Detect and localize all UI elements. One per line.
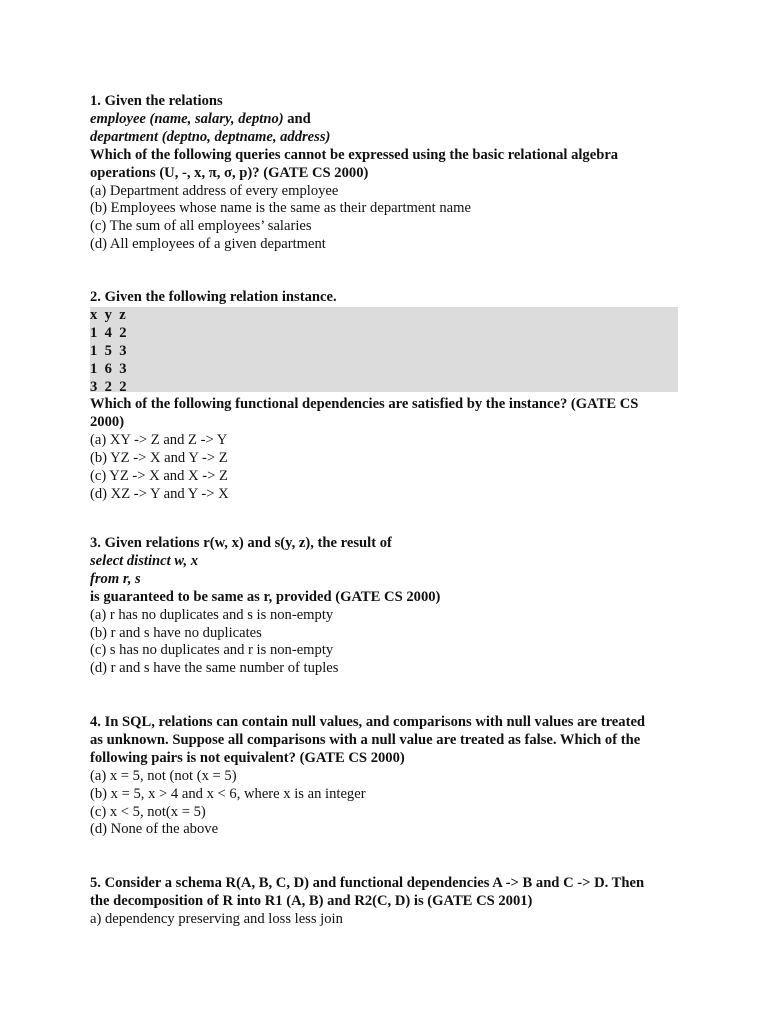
relation-employee-schema: employee (name, salary, deptno) bbox=[90, 110, 284, 127]
question-3-option-b: (b) r and s have no duplicates bbox=[90, 624, 262, 641]
question-3 bbox=[90, 535, 680, 678]
question-4-option-c: (c) x < 5, not(x = 5) bbox=[90, 803, 206, 820]
question-2-option-b: (b) YZ -> X and Y -> Z bbox=[90, 450, 228, 467]
question-3-sql-from: from r, s bbox=[90, 570, 141, 587]
relation-table-row: 3 2 2 bbox=[90, 378, 127, 395]
question-4 bbox=[90, 714, 680, 839]
question-4-option-b: (b) x = 5, x > 4 and x < 6, where x is an integer bbox=[90, 785, 366, 802]
question-5 bbox=[90, 875, 680, 929]
question-3-intro: 3. Given relations r(w, x) and s(y, z), the result of bbox=[90, 535, 392, 551]
relation-and-text: and bbox=[283, 110, 311, 127]
question-2-intro: 2. Given the following relation instance. bbox=[90, 289, 337, 305]
question-5-text-cont: the decomposition of R into R1 (A, B) and R2(C, D) is (GATE CS 2001) bbox=[90, 892, 533, 909]
question-4-text-cont: as unknown. Suppose all comparisons with a null value are treated as false. Which of the bbox=[90, 731, 641, 748]
question-1 bbox=[90, 93, 680, 254]
question-5-text: 5. Consider a schema R(A, B, C, D) and functional dependencies A -> B and C -> D. Then bbox=[90, 875, 645, 891]
relation-table-row: 1 5 3 bbox=[90, 342, 127, 359]
question-4-option-a: (a) x = 5, not (not (x = 5) bbox=[90, 767, 237, 784]
relation-table-header: x y z bbox=[90, 306, 126, 323]
question-1-text: Which of the following queries cannot be expressed using the basic relational algebra bbox=[90, 146, 619, 163]
question-2-option-c: (c) YZ -> X and X -> Z bbox=[90, 468, 228, 485]
question-3-sql-select: select distinct w, x bbox=[90, 552, 199, 569]
relation-table-row: 1 6 3 bbox=[90, 360, 127, 377]
relation-instance-table bbox=[90, 307, 680, 397]
question-5-option-a: a) dependency preserving and loss less join bbox=[90, 910, 343, 927]
relation-table-row: 1 4 2 bbox=[90, 324, 127, 341]
question-4-text: 4. In SQL, relations can contain null values, and comparisons with null values are treated bbox=[90, 714, 646, 730]
question-4-option-d: (d) None of the above bbox=[90, 821, 219, 838]
question-1-relation-department: department (deptno, deptname, address) bbox=[90, 128, 331, 145]
question-1-relation-employee bbox=[90, 111, 680, 129]
question-2-text-cont: 2000) bbox=[90, 414, 125, 431]
question-2-text: Which of the following functional dependencies are satisfied by the instance? (GATE CS bbox=[90, 396, 639, 413]
question-4-text-cont: following pairs is not equivalent? (GATE CS 2000) bbox=[90, 749, 405, 766]
question-2-option-d: (d) XZ -> Y and Y -> X bbox=[90, 485, 229, 502]
question-3-option-c: (c) s has no duplicates and r is non-empty bbox=[90, 642, 334, 659]
question-1-option-b: (b) Employees whose name is the same as their department name bbox=[90, 200, 471, 217]
question-1-text-cont: operations (U, -, x, π, σ, p)? (GATE CS 2000) bbox=[90, 164, 369, 181]
question-1-option-c: (c) The sum of all employees’ salaries bbox=[90, 218, 312, 235]
question-3-text: is guaranteed to be same as r, provided (GATE CS 2000) bbox=[90, 588, 441, 605]
question-1-option-a: (a) Department address of every employee bbox=[90, 182, 339, 199]
question-1-option-d: (d) All employees of a given department bbox=[90, 236, 326, 253]
question-1-intro: 1. Given the relations bbox=[90, 93, 223, 109]
question-3-option-d: (d) r and s have the same number of tuples bbox=[90, 660, 339, 677]
question-3-option-a: (a) r has no duplicates and s is non-empty bbox=[90, 606, 334, 623]
question-2-option-a: (a) XY -> Z and Z -> Y bbox=[90, 432, 228, 449]
question-2 bbox=[90, 289, 680, 504]
